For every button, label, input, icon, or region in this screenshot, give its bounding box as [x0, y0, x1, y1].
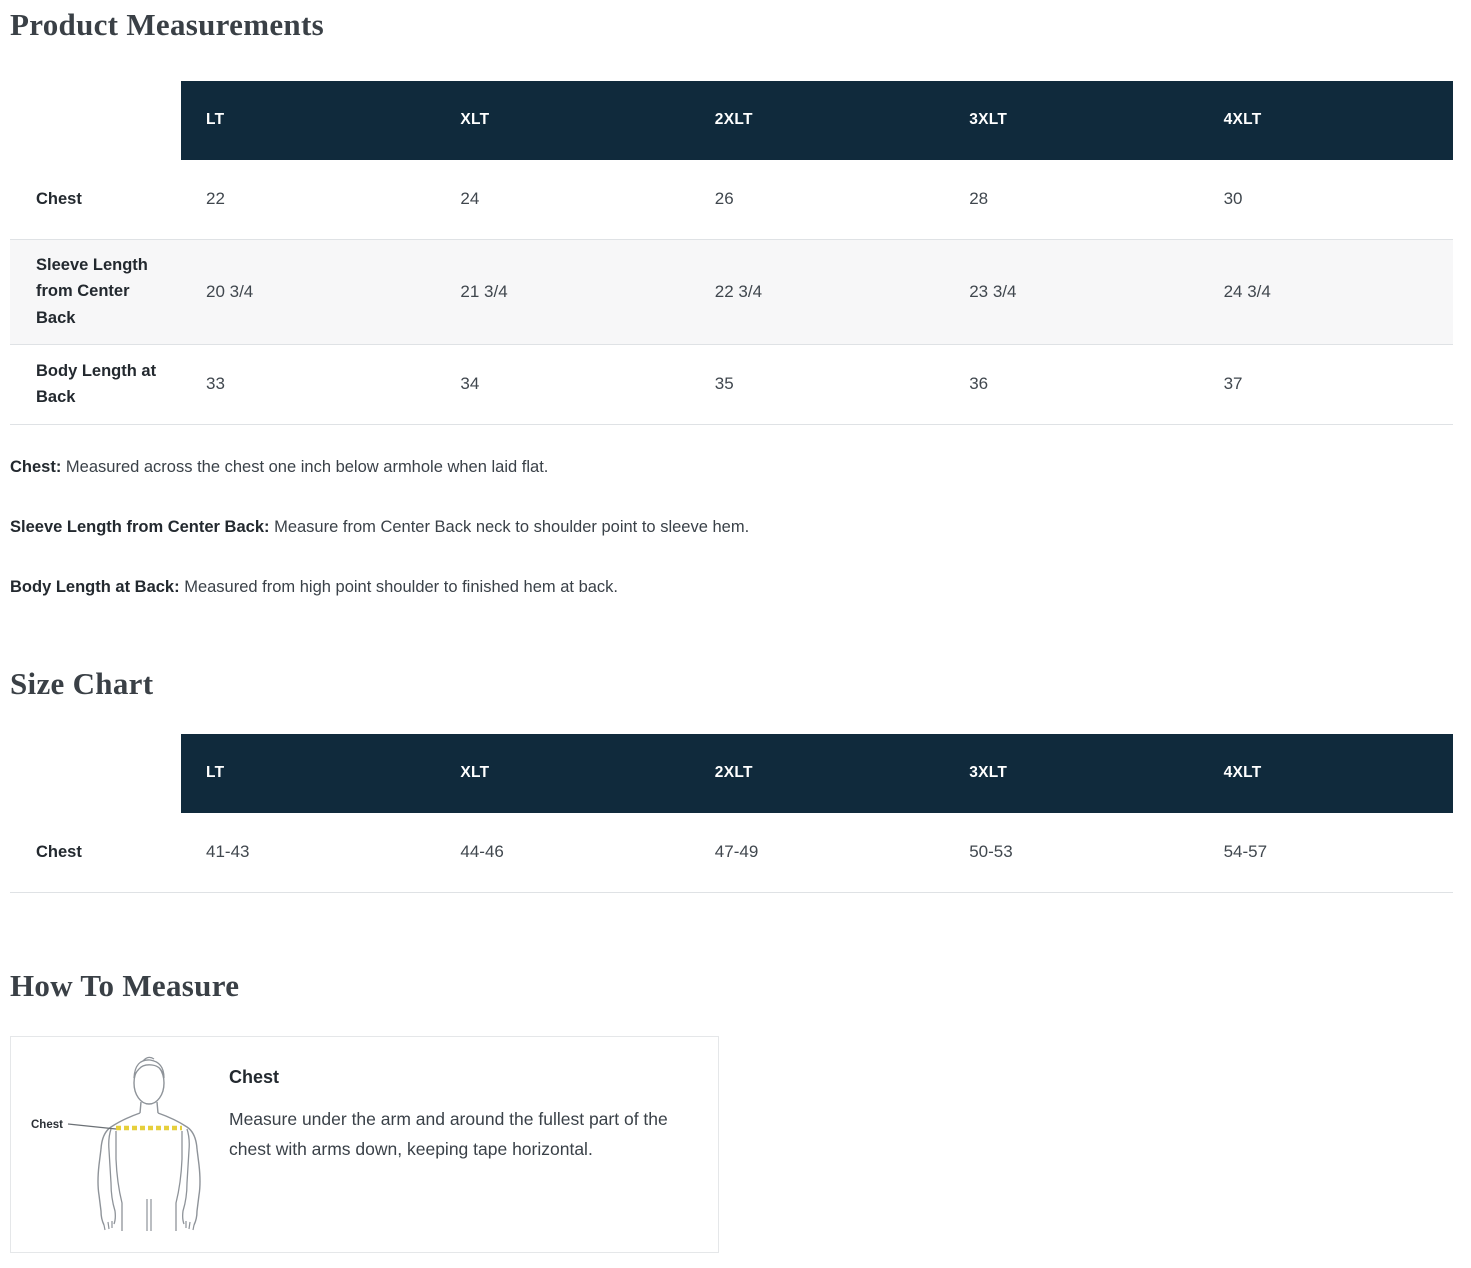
- table-row-chest: [10, 813, 1453, 893]
- size-chart-table: [10, 734, 1453, 893]
- table-row-sleeve-length: [10, 240, 1453, 345]
- product-measurements-table: [10, 81, 1453, 425]
- table-cell: 36: [969, 374, 989, 394]
- figure-chest-label: Chest: [31, 1118, 63, 1131]
- column-header-lt: LT: [181, 81, 435, 160]
- header-empty-cell: [10, 81, 181, 160]
- note-label: Chest:: [10, 457, 62, 476]
- body-figure-illustration: [31, 1053, 229, 1236]
- table-cell: 41-43: [206, 842, 250, 862]
- row-label: Chest: [36, 189, 82, 208]
- note-body-length: [10, 576, 1453, 599]
- table-cell: 44-46: [460, 842, 504, 862]
- table-cell: 28: [969, 189, 989, 209]
- column-header-2xlt: 2XLT: [690, 81, 944, 160]
- table-cell: 22 3/4: [714, 281, 763, 301]
- note-sleeve-length: [10, 516, 1453, 539]
- column-header-4xlt: 4XLT: [1199, 734, 1453, 813]
- measurement-notes: [10, 456, 1453, 599]
- note-text: Measured across the chest one inch below armhole when laid flat.: [61, 457, 549, 476]
- table-cell: 35: [714, 374, 734, 394]
- table-cell: 24 3/4: [1223, 281, 1271, 301]
- table-cell: 34: [460, 374, 480, 394]
- table-cell: 26: [714, 189, 734, 209]
- chest-leader-line: [68, 1124, 116, 1129]
- table-cell: 50-53: [969, 842, 1013, 862]
- table-cell: 20 3/4: [206, 281, 254, 301]
- card-instructions: Measure under the arm and around the fullest part of the chest with arms down, keeping tape horizontal.: [229, 1108, 668, 1159]
- how-to-measure-card: [10, 1036, 719, 1253]
- note-chest: [10, 456, 1453, 479]
- note-label: Body Length at Back:: [10, 578, 180, 597]
- table-cell: 47-49: [714, 842, 759, 862]
- card-heading: Chest: [229, 1066, 280, 1087]
- table-header-row: [10, 81, 1453, 160]
- note-label: Sleeve Length from Center Back:: [10, 518, 270, 536]
- column-header-lt: LT: [181, 734, 435, 813]
- table-cell: 21 3/4: [460, 281, 508, 301]
- table-cell: 33: [206, 374, 225, 394]
- header-empty-cell: [10, 734, 181, 813]
- card-text-block: [229, 1053, 698, 1164]
- body-figure-svg: [31, 1053, 229, 1231]
- table-row-chest: [10, 160, 1453, 240]
- table-row-body-length: [10, 345, 1453, 425]
- column-header-xlt: XLT: [435, 81, 689, 160]
- column-header-xlt: XLT: [435, 734, 689, 813]
- table-cell: 37: [1223, 374, 1243, 394]
- note-text: Measured from high point shoulder to finished hem at back.: [179, 578, 619, 597]
- table-cell: 30: [1223, 189, 1243, 209]
- row-label: Chest: [36, 843, 82, 862]
- table-cell: 54-57: [1223, 842, 1268, 862]
- size-chart-title: Size Chart: [10, 666, 154, 702]
- table-cell: 24: [460, 189, 480, 209]
- table-cell: 23 3/4: [969, 281, 1017, 301]
- note-text: Measure from Center Back neck to shoulder point to sleeve hem.: [269, 518, 750, 536]
- column-header-3xlt: 3XLT: [944, 81, 1198, 160]
- column-header-2xlt: 2XLT: [690, 734, 944, 813]
- row-label: Sleeve Length from Center Back: [36, 255, 148, 328]
- row-label: Body Length at Back: [36, 361, 157, 407]
- column-header-4xlt: 4XLT: [1199, 81, 1453, 160]
- product-measurements-title: Product Measurements: [10, 7, 324, 42]
- table-cell: 22: [206, 189, 225, 209]
- how-to-measure-title: How To Measure: [10, 967, 240, 1003]
- table-header-row: [10, 734, 1453, 813]
- column-header-3xlt: 3XLT: [944, 734, 1198, 813]
